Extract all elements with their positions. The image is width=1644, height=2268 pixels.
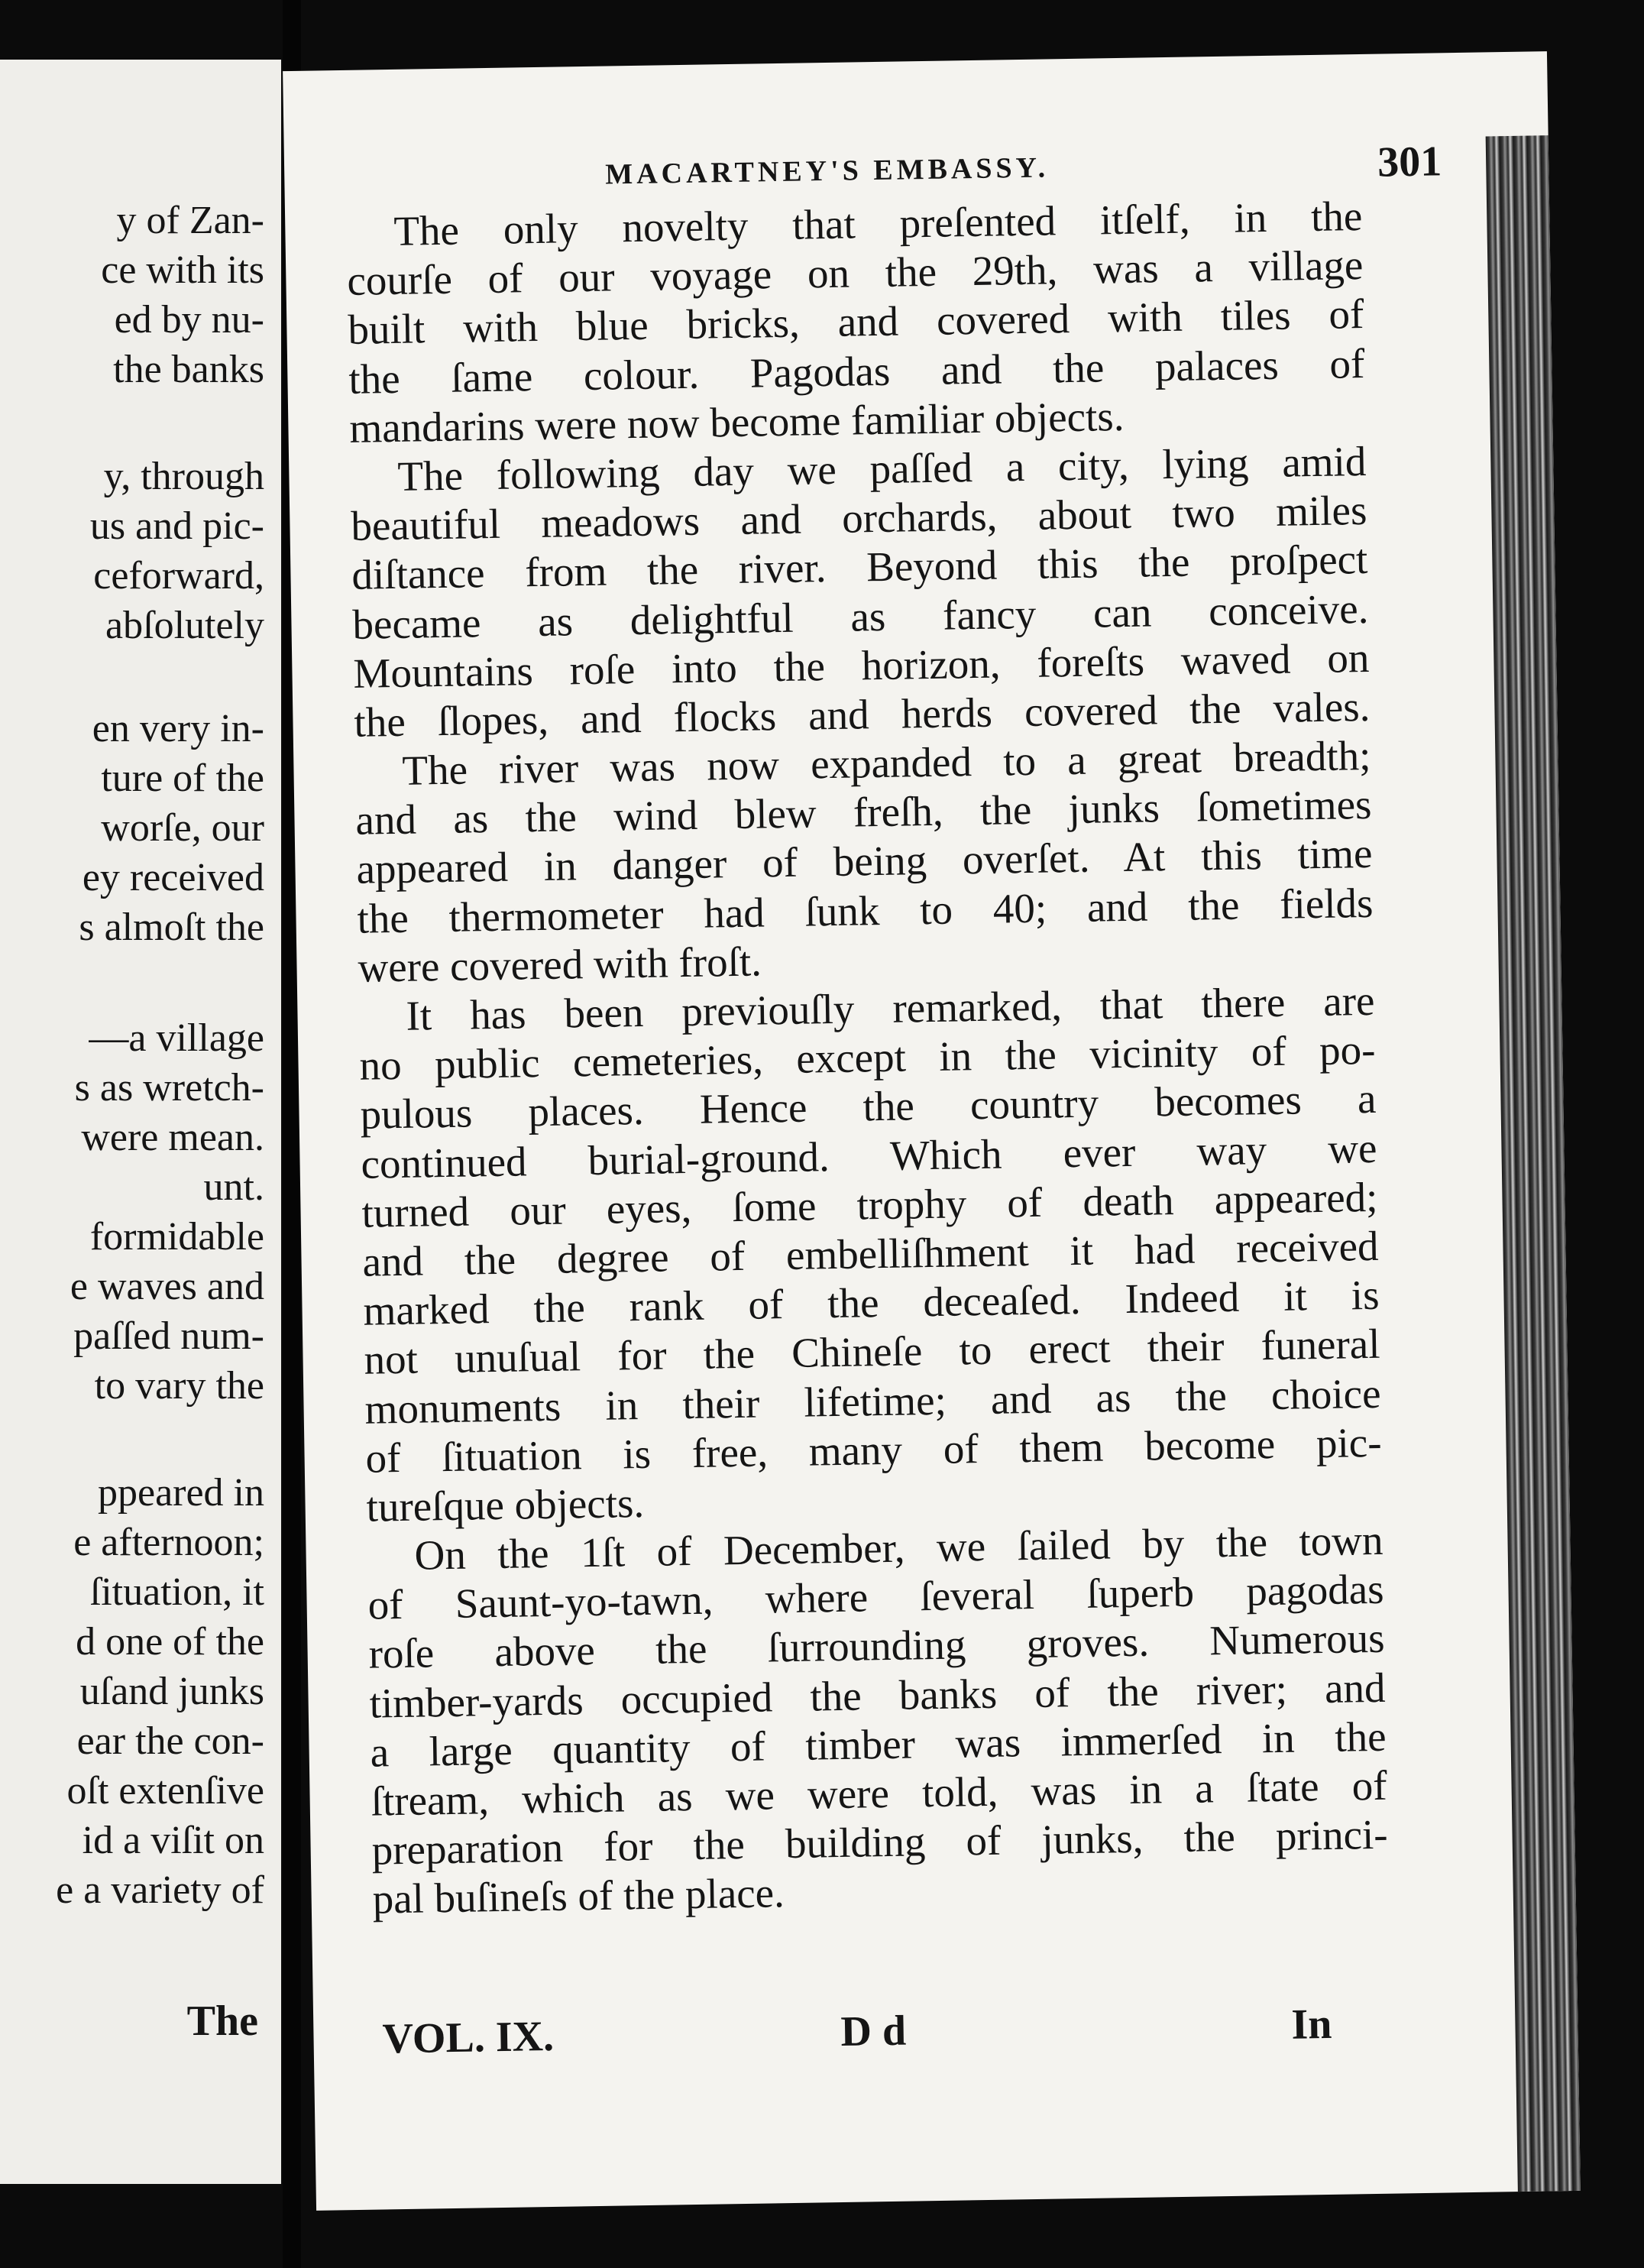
left-page-line: ture of the: [101, 757, 264, 800]
left-page-line: id a viſit on: [82, 1819, 264, 1862]
left-page-line: uſand junks: [79, 1670, 264, 1713]
paragraph-line: mandarins were now become familiar objects.: [348, 392, 1125, 452]
left-page: [0, 60, 281, 2184]
paragraph-line: the thermometer had ſunk to 40; and the fields: [357, 879, 1374, 942]
left-page-line: ppeared in: [97, 1471, 264, 1515]
paragraph-line: The only novelty that preſented itſelf, in the: [393, 193, 1363, 254]
paragraph-line: It has been previouſly remarked, that there are: [406, 977, 1375, 1039]
left-page-line: ed by nu-: [114, 298, 264, 342]
book-edge: [1486, 135, 1581, 2211]
left-page-line: ſituation, it: [89, 1570, 264, 1614]
paragraph-line: diſtance from the river. Beyond this the proſpect: [351, 536, 1368, 599]
paragraph-line: the ſlopes, and flocks and herds covered the vales.: [354, 682, 1371, 746]
left-page-line: to vary the: [94, 1364, 264, 1408]
paragraph-line: Mountains roſe into the horizon, foreſts waved on: [353, 633, 1370, 697]
left-page-line: formidable: [89, 1215, 264, 1259]
right-page: [283, 51, 1581, 2211]
left-page-line: e a variety of: [56, 1868, 264, 1912]
left-page-line: unt.: [203, 1165, 264, 1209]
left-page-line: e waves and: [70, 1265, 264, 1308]
left-page-line: worſe, our: [101, 806, 264, 850]
paragraph-line: became as delightful as fancy can conceive.: [352, 585, 1369, 648]
left-page-line: ey received: [82, 856, 264, 899]
paragraph-line: ſtream, which as we were told, was in a ſtate of: [371, 1761, 1388, 1825]
left-page-catchword: The: [186, 1997, 258, 2045]
paragraph-line: timber-yards occupied the banks of the river; and: [369, 1664, 1386, 1727]
left-page-line: the banks: [113, 348, 264, 391]
paragraph-line: a large quantity of timber was immerſed in the: [370, 1712, 1387, 1776]
paragraph-line: appeared in danger of being overſet. At this time: [356, 830, 1373, 893]
paragraph-line: continued burial-ground. Which ever way we: [361, 1124, 1377, 1187]
paragraph-line: preparation for the building of junks, the princi-: [371, 1810, 1389, 1874]
paragraph-line: turned our eyes, ſome trophy of death appeared;: [361, 1173, 1378, 1236]
paragraph-line: monuments in their lifetime; and as the choice: [364, 1369, 1381, 1433]
paragraph-line: beautiful meadows and orchards, about two miles: [350, 487, 1367, 549]
paragraph-line: courſe of our voyage on the 29th, was a village: [346, 241, 1364, 305]
body-text: [346, 192, 1389, 1924]
left-page-line: abſolutely: [105, 604, 264, 647]
left-page-line: ce with its: [101, 248, 264, 292]
paragraph-line: the ſame colour. Pagodas and the palaces of: [348, 339, 1365, 403]
paragraph-line: of ſituation is free, many of them become pic-: [365, 1418, 1382, 1482]
left-page-line: d one of the: [76, 1620, 264, 1664]
paragraph-line: On the 1ſt of December, we ſailed by the town: [414, 1516, 1383, 1579]
left-page-line: were mean.: [81, 1116, 264, 1159]
left-page-line: oſt extenſive: [66, 1769, 264, 1813]
running-head: MACARTNEY'S EMBASSY.: [604, 151, 1050, 191]
left-page-line: y, through: [103, 455, 264, 498]
left-page-line: paſſed num-: [73, 1314, 264, 1358]
left-page-line: e afternoon;: [73, 1521, 264, 1564]
left-page-line: ceforward,: [93, 554, 264, 598]
paragraph-line: not unuſual for the Chineſe to erect their funeral: [364, 1320, 1380, 1384]
left-page-line: y of Zan-: [116, 199, 264, 242]
paragraph-line: The following day we paſſed a city, lying amid: [396, 437, 1367, 500]
page-number: 301: [1377, 138, 1442, 186]
paragraph-line: marked the rank of the deceaſed. Indeed it is: [363, 1271, 1380, 1334]
left-page-line: s almoſt the: [79, 906, 264, 949]
paragraph-line: The river was now expanded to a great breadth;: [402, 731, 1371, 794]
left-page-line: —a village: [89, 1016, 264, 1060]
left-page-line: ear the con-: [76, 1719, 264, 1763]
paragraph-line: pal buſineſs of the place.: [372, 1869, 785, 1923]
left-page-line: us and pic-: [89, 504, 264, 548]
paragraph-line: tureſque objects.: [366, 1479, 645, 1531]
paragraph-line: and as the wind blew freſh, the junks ſometimes: [355, 781, 1372, 844]
paragraph-line: and the degree of embelliſhment it had received: [362, 1222, 1379, 1285]
paragraph-line: built with blue bricks, and covered with tiles of: [347, 290, 1364, 354]
paragraph-line: no public cemeteries, except in the vicinity of po-: [359, 1026, 1376, 1089]
paragraph-line: pulous places. Hence the country becomes a: [360, 1075, 1377, 1139]
paragraph-line: roſe above the ſurrounding groves. Numerous: [368, 1615, 1385, 1678]
left-page-line: s as wretch-: [74, 1066, 264, 1110]
volume-number: VOL. IX.: [382, 2012, 555, 2063]
signature-mark: D d: [840, 2007, 907, 2056]
left-page-line: en very in-: [92, 707, 264, 750]
paragraph-line: were covered with froſt.: [358, 938, 762, 991]
paragraph-line: of Saunt-yo-tawn, where ſeveral ſuperb pagodas: [367, 1566, 1384, 1628]
catchword: In: [1290, 2000, 1332, 2049]
